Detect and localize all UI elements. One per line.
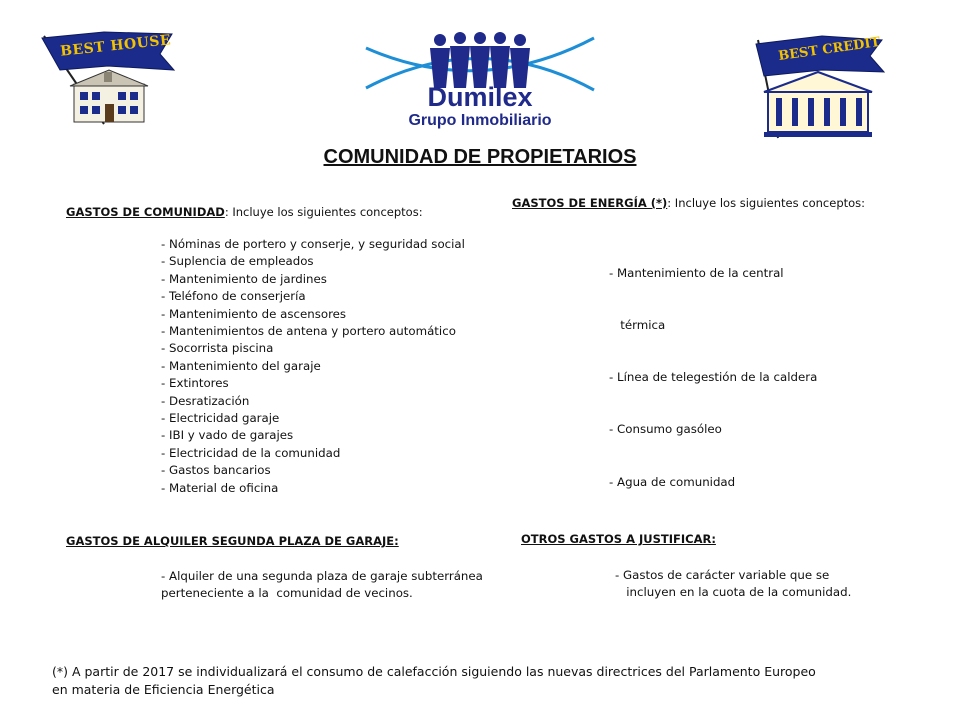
alquiler-heading	[66, 534, 399, 548]
list-item: - Material de oficina	[161, 480, 279, 495]
list-item: - Suplencia de empleados	[161, 254, 314, 269]
dumilex-logo	[356, 28, 604, 132]
otros-heading-label: OTROS GASTOS A JUSTIFICAR:	[521, 532, 716, 546]
list-item: - Desratización	[161, 393, 250, 408]
list-item: - Línea de telegestión de la caldera	[609, 370, 818, 385]
footnote	[52, 663, 816, 699]
list-item: - Gastos bancarios	[161, 463, 271, 478]
best-house-logo-text: BEST HOUSE	[59, 32, 172, 60]
list-item: incluyen en la cuota de la comunidad.	[615, 585, 852, 600]
list-item: - Mantenimiento de ascensores	[161, 306, 347, 321]
energia-heading-rest: : Incluye los siguientes conceptos:	[667, 196, 866, 210]
list-item: - Teléfono de conserjería	[161, 289, 306, 304]
comunidad-heading-rest: : Incluye los siguientes conceptos:	[224, 205, 423, 219]
list-item: - Nóminas de portero y conserje, y seguridad social	[161, 237, 465, 251]
best-credit-logo-text: BEST CREDIT	[777, 34, 882, 65]
energia-heading	[512, 196, 865, 210]
list-item: - Extintores	[161, 376, 229, 391]
list-item: perteneciente a la comunidad de vecinos.	[161, 586, 413, 601]
list-item: térmica	[609, 318, 666, 333]
footnote-line-1: (*) A partir de 2017 se individualizará el consumo de calefacción siguiendo las nuevas directrices del Parlamento Europeo	[52, 664, 816, 679]
dumilex-logo-subtitle: Grupo Inmobiliario	[408, 112, 552, 129]
list-item: - IBI y vado de garajes	[161, 428, 294, 443]
list-item: - Electricidad de la comunidad	[161, 445, 341, 460]
comunidad-list	[161, 236, 465, 497]
list-item: - Agua de comunidad	[609, 474, 736, 489]
best-house-logo	[34, 26, 184, 126]
alquiler-list	[161, 568, 483, 603]
otros-heading	[521, 532, 716, 546]
alquiler-heading-label: GASTOS DE ALQUILER SEGUNDA PLAZA DE GARAJE:	[66, 534, 399, 548]
list-item: - Electricidad garaje	[161, 411, 280, 426]
otros-list	[615, 567, 851, 602]
list-item: - Consumo gasóleo	[609, 422, 722, 437]
list-item: - Socorrista piscina	[161, 341, 274, 356]
energia-list	[609, 230, 817, 509]
comunidad-heading-label: GASTOS DE COMUNIDAD	[66, 205, 225, 219]
comunidad-heading	[66, 205, 423, 219]
footnote-line-2: en materia de Eficiencia Energética	[52, 682, 275, 697]
page-title: COMUNIDAD DE PROPIETARIOS	[323, 146, 637, 168]
list-item: - Gastos de carácter variable que se	[615, 568, 830, 582]
best-credit-logo	[752, 30, 892, 140]
list-item: - Mantenimiento del garaje	[161, 358, 321, 373]
list-item: - Mantenimiento de la central	[609, 265, 784, 280]
list-item: - Alquiler de una segunda plaza de garaje subterránea	[161, 569, 483, 583]
list-item: - Mantenimiento de jardines	[161, 271, 327, 286]
list-item: - Mantenimientos de antena y portero automático	[161, 324, 456, 339]
energia-heading-label: GASTOS DE ENERGÍA (*)	[512, 196, 668, 210]
dumilex-logo-name: Dumilex	[427, 82, 533, 112]
